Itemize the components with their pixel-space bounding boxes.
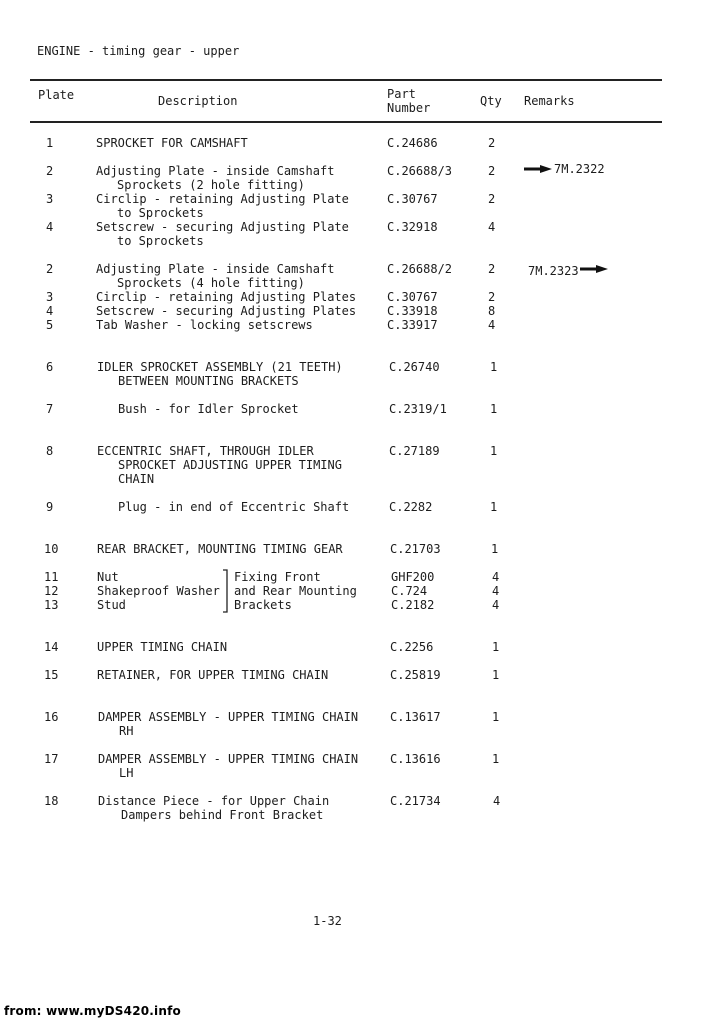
row-plate: 10	[44, 542, 59, 556]
row-qty: 4	[492, 584, 500, 598]
row-description: Stud	[97, 598, 126, 612]
col-header-part-line1: Part	[387, 87, 416, 101]
row-description-cont: LH	[119, 766, 134, 780]
row-description: DAMPER ASSEMBLY - UPPER TIMING CHAIN	[98, 752, 359, 766]
row-plate: 2	[46, 262, 54, 276]
col-header-remarks: Remarks	[524, 94, 575, 108]
row-description-cont: BETWEEN MOUNTING BRACKETS	[118, 374, 299, 388]
page-number: 1-32	[313, 914, 342, 928]
row-qty: 2	[488, 164, 496, 178]
row-plate: 17	[44, 752, 59, 766]
row-plate: 7	[46, 402, 54, 416]
row-description: Circlip - retaining Adjusting Plates	[96, 290, 357, 304]
col-header-plate: Plate	[38, 88, 75, 102]
row-description: Circlip - retaining Adjusting Plate	[96, 192, 349, 206]
row-qty: 1	[491, 542, 499, 556]
row-part-number: C.26688/3	[387, 164, 453, 178]
row-description: Setscrew - securing Adjusting Plate	[96, 220, 349, 234]
row-description: Bush - for Idler Sprocket	[118, 402, 299, 416]
row-qty: 4	[492, 598, 500, 612]
row-remark: 7M.2322	[554, 162, 605, 176]
row-part-number: C.27189	[389, 444, 440, 458]
row-part-number: C.2182	[391, 598, 435, 612]
row-qty: 1	[492, 640, 500, 654]
source-footer: from: www.myDS420.info	[4, 1004, 181, 1018]
row-part-number: C.13617	[390, 710, 441, 724]
row-plate: 3	[46, 192, 54, 206]
row-qty: 2	[488, 136, 496, 150]
row-description: UPPER TIMING CHAIN	[97, 640, 228, 654]
row-description: IDLER SPROCKET ASSEMBLY (21 TEETH)	[97, 360, 343, 374]
row-description-cont: Sprockets (2 hole fitting)	[117, 178, 305, 192]
row-plate: 2	[46, 164, 54, 178]
row-plate: 6	[46, 360, 54, 374]
row-plate: 11	[44, 570, 59, 584]
row-part-number: C.2282	[389, 500, 433, 514]
col-header-part-line2: Number	[387, 101, 431, 115]
row-qty: 2	[488, 192, 496, 206]
row-part-number: C.26688/2	[387, 262, 453, 276]
row-qty: 4	[493, 794, 501, 808]
row-qty: 4	[488, 318, 496, 332]
row-qty: 4	[488, 220, 496, 234]
row-plate: 3	[46, 290, 54, 304]
header-top-rule	[30, 79, 662, 81]
row-plate: 15	[44, 668, 59, 682]
row-part-number: GHF200	[391, 570, 435, 584]
col-header-qty: Qty	[480, 94, 502, 108]
row-qty: 1	[492, 710, 500, 724]
row-description: Nut	[97, 570, 119, 584]
row-part-number: C.2256	[390, 640, 434, 654]
row-qty: 2	[488, 290, 496, 304]
row-plate: 13	[44, 598, 59, 612]
row-description-cont: CHAIN	[118, 472, 155, 486]
row-qty: 1	[492, 752, 500, 766]
row-part-number: C.30767	[387, 290, 438, 304]
col-header-description: Description	[158, 94, 238, 108]
row-part-number: C.32918	[387, 220, 438, 234]
row-qty: 8	[488, 304, 496, 318]
row-qty: 2	[488, 262, 496, 276]
row-description-cont: Sprockets (4 hole fitting)	[117, 276, 305, 290]
row-description: ECCENTRIC SHAFT, THROUGH IDLER	[97, 444, 314, 458]
row-qty: 1	[490, 444, 498, 458]
row-qty: 1	[492, 668, 500, 682]
row-description: Adjusting Plate - inside Camshaft	[96, 164, 335, 178]
row-description: REAR BRACKET, MOUNTING TIMING GEAR	[97, 542, 343, 556]
row-part-number: C.33918	[387, 304, 438, 318]
arrow-right-icon	[580, 265, 608, 273]
row-description-cont: RH	[119, 724, 134, 738]
row-description-cont: Dampers behind Front Bracket	[121, 808, 324, 822]
row-qty: 1	[490, 500, 498, 514]
row-qty: 1	[490, 402, 498, 416]
row-description-cont: to Sprockets	[117, 206, 204, 220]
bracket-note-line: Brackets	[234, 598, 292, 612]
header-bottom-rule	[30, 121, 662, 123]
bracket-note-line: Fixing Front	[234, 570, 321, 584]
row-plate: 4	[46, 220, 54, 234]
page-title: ENGINE - timing gear - upper	[37, 44, 240, 58]
arrow-right-icon	[524, 165, 552, 173]
row-part-number: C.24686	[387, 136, 438, 150]
row-remark: 7M.2323	[528, 264, 579, 278]
row-part-number: C.21734	[390, 794, 441, 808]
row-part-number: C.30767	[387, 192, 438, 206]
row-description: SPROCKET FOR CAMSHAFT	[96, 136, 248, 150]
row-part-number: C.724	[391, 584, 428, 598]
row-plate: 16	[44, 710, 59, 724]
row-description-cont: SPROCKET ADJUSTING UPPER TIMING	[118, 458, 342, 472]
row-description: Plug - in end of Eccentric Shaft	[118, 500, 350, 514]
row-plate: 1	[46, 136, 54, 150]
row-plate: 14	[44, 640, 59, 654]
row-description-cont: to Sprockets	[117, 234, 204, 248]
row-part-number: C.25819	[390, 668, 441, 682]
bracket-note-line: and Rear Mounting	[234, 584, 357, 598]
row-description: Adjusting Plate - inside Camshaft	[96, 262, 335, 276]
row-part-number: C.33917	[387, 318, 438, 332]
row-plate: 8	[46, 444, 54, 458]
row-part-number: C.21703	[390, 542, 441, 556]
row-description: Distance Piece - for Upper Chain	[98, 794, 330, 808]
row-description: Shakeproof Washer	[97, 584, 220, 598]
row-plate: 9	[46, 500, 54, 514]
row-plate: 18	[44, 794, 59, 808]
row-description: RETAINER, FOR UPPER TIMING CHAIN	[97, 668, 329, 682]
row-description: Setscrew - securing Adjusting Plates	[96, 304, 357, 318]
row-qty: 1	[490, 360, 498, 374]
row-description: DAMPER ASSEMBLY - UPPER TIMING CHAIN	[98, 710, 359, 724]
row-qty: 4	[492, 570, 500, 584]
row-part-number: C.26740	[389, 360, 440, 374]
row-part-number: C.2319/1	[389, 402, 447, 416]
row-description: Tab Washer - locking setscrews	[96, 318, 313, 332]
row-plate: 12	[44, 584, 59, 598]
row-plate: 4	[46, 304, 54, 318]
row-plate: 5	[46, 318, 54, 332]
row-part-number: C.13616	[390, 752, 441, 766]
group-bracket	[222, 569, 232, 613]
